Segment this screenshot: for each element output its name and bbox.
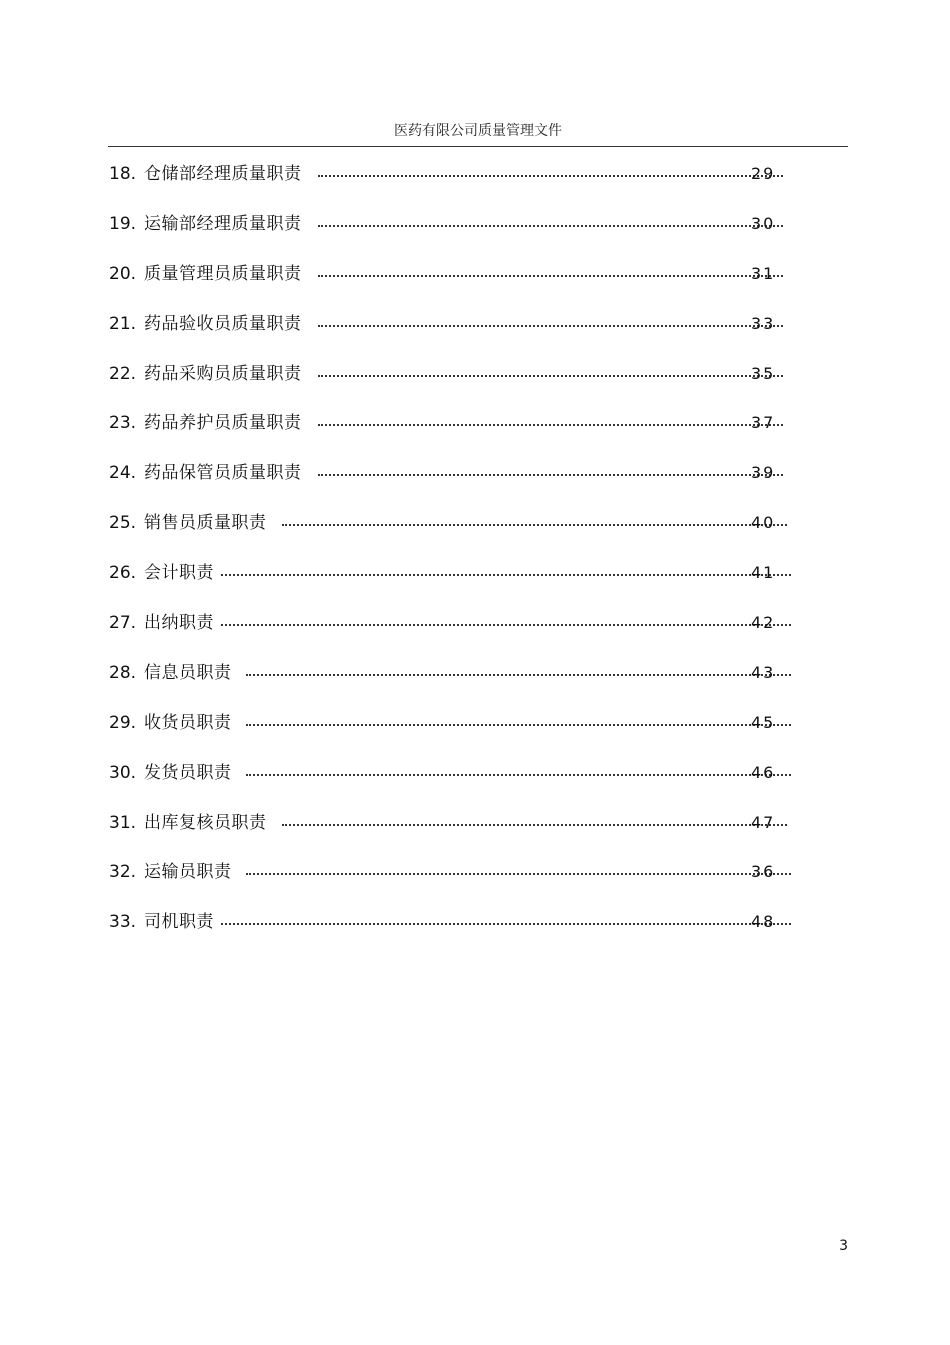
toc-entry[interactable] [108,659,808,709]
toc-leader-dots [282,524,787,526]
toc-entry-number: 19. [109,213,137,234]
toc-entry-page: 36 [751,862,776,882]
toc-leader-dots [246,724,791,726]
toc-leader-dots [221,624,791,626]
toc-entry-page: 43 [751,662,776,682]
header-divider [108,146,848,147]
toc-entry-title: 质量管理员质量职责 [144,263,302,284]
toc-entry-number: 32. [109,862,137,883]
toc-entry[interactable] [108,210,808,260]
toc-entry-title: 发货员职责 [144,762,232,783]
toc-entry-number: 26. [109,563,137,584]
toc-entry-number: 20. [109,263,137,284]
toc-entry-page: 40 [751,513,776,533]
toc-entry-title: 药品采购员质量职责 [144,363,302,384]
toc-entry[interactable] [108,858,808,908]
toc-entry[interactable] [108,160,808,210]
toc-entry[interactable] [108,409,808,459]
toc-entry-page: 48 [751,912,776,932]
toc-entry-number: 30. [109,762,137,783]
toc-entry-page: 41 [751,563,776,583]
toc-entry-number: 27. [109,613,137,634]
toc-entry-page: 39 [751,463,776,483]
toc-entry-number: 22. [109,363,137,384]
toc-entry-page: 30 [751,213,776,233]
toc-entry[interactable] [108,709,808,759]
page-number: 3 [839,1238,848,1254]
toc-entry-page: 46 [751,762,776,782]
toc-entry-title: 药品保管员质量职责 [144,463,302,484]
toc-entry-number: 29. [109,712,137,733]
toc-leader-dots [221,923,791,925]
toc-entry-page: 42 [751,613,776,633]
toc-entry[interactable] [108,809,808,859]
toc-entry-number: 21. [109,313,137,334]
toc-entry[interactable] [108,609,808,659]
toc-entry[interactable] [108,260,808,310]
toc-entry-number: 31. [109,812,137,833]
toc-entry-title: 出纳职责 [144,613,214,634]
toc-leader-dots [246,674,791,676]
toc-leader-dots [318,474,783,476]
toc-entry[interactable] [108,360,808,410]
table-of-contents [108,160,808,958]
toc-entry-number: 25. [109,513,137,534]
toc-entry-page: 45 [751,712,776,732]
toc-entry-number: 23. [109,413,137,434]
toc-entry[interactable] [108,310,808,360]
toc-entry-title: 销售员质量职责 [144,513,267,534]
toc-leader-dots [282,824,787,826]
toc-entry[interactable] [108,509,808,559]
toc-leader-dots [246,873,791,875]
toc-entry-title: 运输部经理质量职责 [144,213,302,234]
toc-leader-dots [318,424,783,426]
toc-entry-page: 37 [751,413,776,433]
toc-entry-number: 28. [109,662,137,683]
toc-leader-dots [318,225,783,227]
toc-entry-title: 药品验收员质量职责 [144,313,302,334]
toc-entry[interactable] [108,908,808,958]
toc-leader-dots [318,175,783,177]
toc-leader-dots [318,375,783,377]
toc-entry-page: 47 [751,812,776,832]
toc-entry-title: 药品养护员质量职责 [144,413,302,434]
toc-leader-dots [318,275,783,277]
toc-entry-number: 18. [109,164,137,184]
toc-entry-page: 31 [751,263,776,283]
toc-entry[interactable] [108,559,808,609]
toc-entry-title: 仓储部经理质量职责 [144,164,302,184]
toc-entry-title: 收货员职责 [144,712,232,733]
toc-leader-dots [221,574,791,576]
toc-entry[interactable] [108,459,808,509]
toc-entry-page: 29 [751,164,776,183]
toc-entry[interactable] [108,759,808,809]
toc-entry-title: 司机职责 [144,912,214,933]
toc-leader-dots [318,325,783,327]
toc-entry-title: 会计职责 [144,563,214,584]
toc-entry-page: 35 [751,363,776,383]
toc-entry-page: 33 [751,313,776,333]
toc-entry-title: 信息员职责 [144,662,232,683]
toc-entry-title: 出库复核员职责 [144,812,267,833]
toc-entry-number: 33. [109,912,137,933]
toc-entry-number: 24. [109,463,137,484]
toc-entry-title: 运输员职责 [144,862,232,883]
page-header-title: 医药有限公司质量管理文件 [394,123,562,139]
toc-leader-dots [246,774,791,776]
